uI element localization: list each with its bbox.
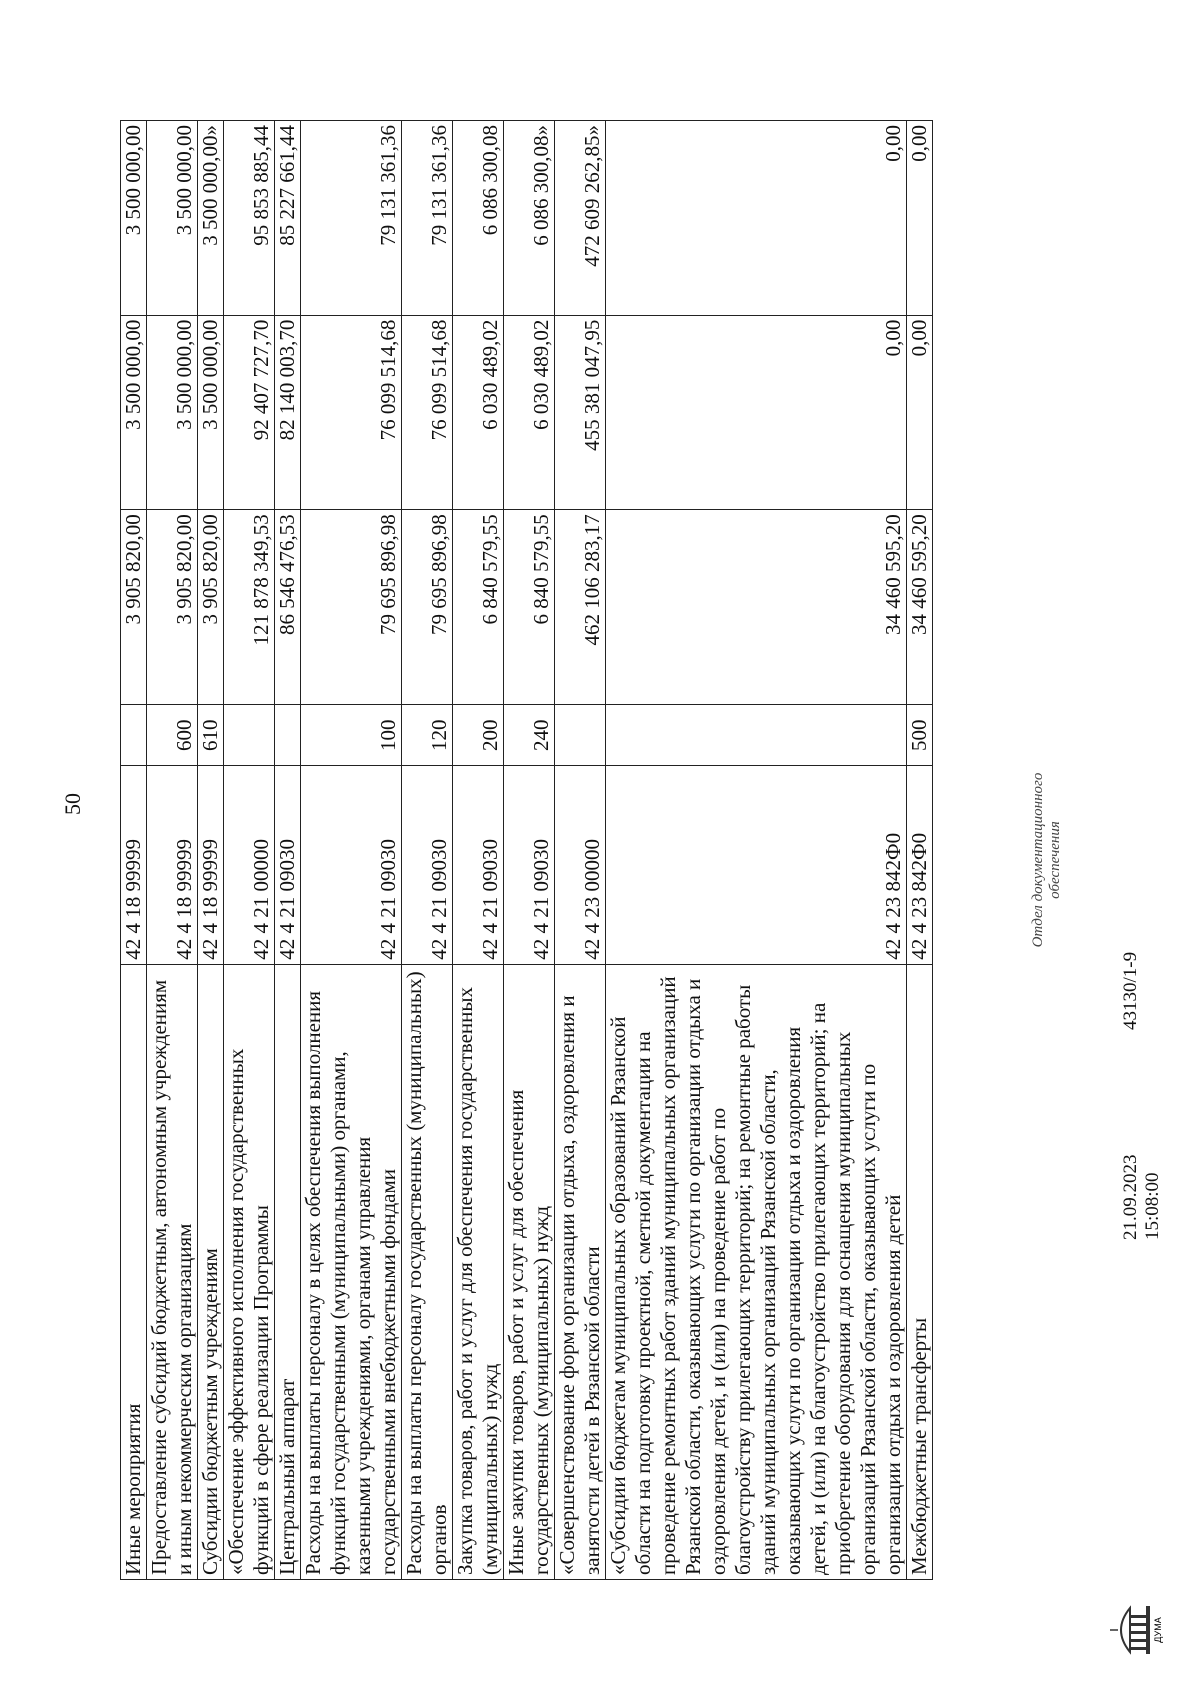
row-value-2024-cell: 3 500 000,00 <box>198 315 224 510</box>
table-row <box>555 121 606 1580</box>
row-code-cell: 42 4 21 09030 <box>402 766 453 964</box>
row-name-cell: Расходы на выплаты персоналу в целях обеспечения выполнения функций государственными (муниципальными) органами, казенными учреждениями, органами управления государственными внебюджетными фондами <box>301 964 402 1579</box>
row-value-2024-cell: 76 099 514,68 <box>301 315 402 510</box>
department-stamp <box>1030 730 1064 990</box>
row-value-2024-cell: 92 407 727,70 <box>224 315 275 510</box>
row-kvr-cell: 610 <box>198 704 224 766</box>
row-value-2023-cell: 3 905 820,00 <box>198 510 224 705</box>
duma-logo <box>1108 1600 1169 1660</box>
row-name-cell: Субсидии бюджетным учреждениям <box>198 964 224 1579</box>
row-value-2025-cell: 0,00 <box>907 121 933 316</box>
row-value-2024-cell: 3 500 000,00 <box>147 315 198 510</box>
row-value-2025-cell: 3 500 000,00 <box>147 121 198 316</box>
row-kvr-cell: 500 <box>907 704 933 766</box>
row-kvr-cell <box>555 704 606 766</box>
row-value-2023-cell: 86 546 476,53 <box>275 510 301 705</box>
row-value-2024-cell: 0,00 <box>606 315 907 510</box>
table-row <box>504 121 555 1580</box>
row-code-cell: 42 4 18 99999 <box>198 766 224 964</box>
row-value-2024-cell: 0,00 <box>907 315 933 510</box>
row-code-cell: 42 4 23 00000 <box>555 766 606 964</box>
row-kvr-cell: 600 <box>147 704 198 766</box>
row-name-cell: «Субсидии бюджетам муниципальных образований Рязанской области на подготовку проектной, сметной документации на проведение ремонтных работ зданий муниципальных организаций Рязанской области, оказывающих услуги по организации отдыха и оздоровления детей, и (или) на проведение работ по благоустройству прилегающих территорий; на ремонтные работы зданий муниципальных организаций Рязанской области, оказывающих услуги по организации отдыха и оздоровления детей, и (или) на благоустройство прилегающих территорий; на приобретение оборудования для оснащения муниципальных организаций Рязанской области, оказывающих услуги по организации отдыха и оздоровления детей <box>606 964 907 1579</box>
table-row <box>224 121 275 1580</box>
table-row <box>907 121 933 1580</box>
row-kvr-cell <box>224 704 275 766</box>
row-value-2024-cell: 3 500 000,00 <box>121 315 147 510</box>
row-value-2024-cell: 6 030 489,02 <box>504 315 555 510</box>
row-value-2025-cell: 3 500 000,00 <box>121 121 147 316</box>
rotated-page-content <box>120 120 1020 1580</box>
row-value-2023-cell: 79 695 896,98 <box>301 510 402 705</box>
row-value-2025-cell: 0,00 <box>606 121 907 316</box>
row-code-cell: 42 4 21 00000 <box>224 766 275 964</box>
row-value-2025-cell: 79 131 361,36 <box>402 121 453 316</box>
row-value-2023-cell: 79 695 896,98 <box>402 510 453 705</box>
row-value-2023-cell: 6 840 579,55 <box>504 510 555 705</box>
table-row <box>402 121 453 1580</box>
row-kvr-cell: 240 <box>504 704 555 766</box>
table-row <box>147 121 198 1580</box>
row-name-cell: «Совершенствование форм организации отдыха, оздоровления и занятости детей в Рязанской области <box>555 964 606 1579</box>
row-name-cell: «Обеспечение эффективного исполнения государственных функций в сфере реализации Программы <box>224 964 275 1579</box>
budget-table-body <box>121 121 933 1580</box>
row-kvr-cell: 200 <box>453 704 504 766</box>
row-kvr-cell <box>121 704 147 766</box>
department-stamp-line2: обеспечения <box>1047 821 1063 899</box>
row-value-2023-cell: 34 460 595,20 <box>606 510 907 705</box>
row-code-cell: 42 4 18 99999 <box>147 766 198 964</box>
row-value-2025-cell: 472 609 262,85» <box>555 121 606 316</box>
row-kvr-cell <box>275 704 301 766</box>
row-code-cell: 42 4 21 09030 <box>301 766 402 964</box>
row-value-2023-cell: 3 905 820,00 <box>121 510 147 705</box>
row-value-2023-cell: 3 905 820,00 <box>147 510 198 705</box>
table-row <box>121 121 147 1580</box>
department-stamp-line1: Отдел документационного <box>1030 772 1046 948</box>
row-code-cell: 42 4 18 99999 <box>121 766 147 964</box>
row-value-2024-cell: 455 381 047,95 <box>555 315 606 510</box>
row-value-2023-cell: 462 106 283,17 <box>555 510 606 705</box>
row-name-cell: Расходы на выплаты персоналу государственных (муниципальных) органов <box>402 964 453 1579</box>
row-code-cell: 42 4 21 09030 <box>275 766 301 964</box>
row-code-cell: 42 4 21 09030 <box>453 766 504 964</box>
budget-table <box>120 120 933 1580</box>
row-value-2024-cell: 6 030 489,02 <box>453 315 504 510</box>
row-name-cell: Межбюджетные трансферты <box>907 964 933 1579</box>
table-row <box>275 121 301 1580</box>
row-value-2025-cell: 85 227 661,44 <box>275 121 301 316</box>
row-value-2024-cell: 76 099 514,68 <box>402 315 453 510</box>
row-name-cell: Предоставление субсидий бюджетным, автономным учреждениям и иным некоммерческим организациям <box>147 964 198 1579</box>
footer-doc-id: 43130/1-9 <box>1120 951 1141 1030</box>
row-name-cell: Иные закупки товаров, работ и услуг для обеспечения государственных (муниципальных) нужд <box>504 964 555 1579</box>
row-value-2025-cell: 6 086 300,08 <box>453 121 504 316</box>
row-value-2025-cell: 95 853 885,44 <box>224 121 275 316</box>
row-kvr-cell: 100 <box>301 704 402 766</box>
row-value-2023-cell: 34 460 595,20 <box>907 510 933 705</box>
duma-logo-text: ДУМА <box>1153 1617 1163 1643</box>
table-row <box>198 121 224 1580</box>
row-kvr-cell <box>606 704 907 766</box>
table-row <box>301 121 402 1580</box>
row-kvr-cell: 120 <box>402 704 453 766</box>
table-row <box>453 121 504 1580</box>
row-value-2025-cell: 6 086 300,08» <box>504 121 555 316</box>
row-code-cell: 42 4 23 842Ф0 <box>606 766 907 964</box>
row-name-cell: Иные мероприятия <box>121 964 147 1579</box>
footer-datetime: 21.09.2023 15:08:00 <box>1120 1154 1163 1240</box>
row-value-2025-cell: 3 500 000,00» <box>198 121 224 316</box>
row-value-2023-cell: 121 878 349,53 <box>224 510 275 705</box>
row-name-cell: Центральный аппарат <box>275 964 301 1579</box>
row-name-cell: Закупка товаров, работ и услуг для обеспечения государственных (муниципальных) нужд <box>453 964 504 1579</box>
duma-building-icon <box>1108 1600 1164 1660</box>
page-number: 50 <box>60 793 85 815</box>
row-value-2023-cell: 6 840 579,55 <box>453 510 504 705</box>
row-value-2024-cell: 82 140 003,70 <box>275 315 301 510</box>
row-value-2025-cell: 79 131 361,36 <box>301 121 402 316</box>
table-row <box>606 121 907 1580</box>
row-code-cell: 42 4 23 842Ф0 <box>907 766 933 964</box>
row-code-cell: 42 4 21 09030 <box>504 766 555 964</box>
